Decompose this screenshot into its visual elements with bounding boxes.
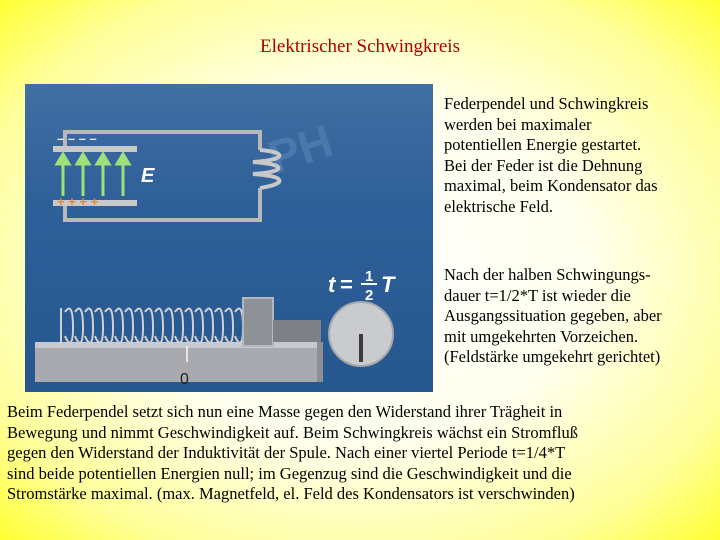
text-line: Ausgangssituation gegeben, aber: [444, 306, 662, 325]
text-line: Stromstärke maximal. (max. Magnetfeld, el. Feld des Kondensators ist verschwinden): [7, 484, 575, 503]
spring-base: [35, 346, 323, 382]
text-line: werden bei maximaler: [444, 114, 592, 134]
text-line: dauer t=1/2*T ist wieder die: [444, 285, 631, 305]
oscillation-illustration: [25, 84, 433, 392]
slide-title: Elektrischer Schwingkreis: [260, 36, 460, 57]
time-label-num: 1: [365, 268, 374, 285]
time-label-den: 2: [365, 287, 374, 304]
zero-label: 0: [180, 371, 189, 388]
paragraph-quarter-period: [7, 402, 713, 505]
text-line: maximal, beim Kondensator das: [444, 176, 658, 195]
text-line: potentiellen Energie gestartet.: [444, 135, 642, 154]
spring: [61, 308, 263, 346]
capacitor-top-plate: [53, 146, 137, 152]
watermark-text: PH: [262, 114, 339, 184]
field-label: E: [141, 165, 155, 187]
text-line: gegen den Widerstand der Induktivität der Spule. Nach einer viertel Periode t=1/4*T: [7, 443, 566, 462]
time-label-T: T: [381, 272, 395, 297]
positive-signs: + + + +: [57, 194, 99, 209]
text-line: (Feldstärke umgekehrt gerichtet): [444, 347, 661, 366]
text-line: Bei der Feder ist die Dehnung: [444, 155, 643, 175]
negative-signs: – – – –: [57, 131, 97, 146]
time-label: [328, 268, 396, 304]
text-line: Federpendel und Schwingkreis: [444, 94, 649, 113]
paragraph-half-period: [444, 265, 714, 368]
text-line: Bewegung und nimmt Geschwindigkeit auf. Beim Schwingkreis wächst ein Stromfluß: [7, 422, 578, 442]
text-line: elektrische Feld.: [444, 196, 554, 216]
time-label-t: t: [328, 272, 336, 297]
time-label-eq: =: [340, 272, 353, 297]
text-line: Beim Federpendel setzt sich nun eine Masse gegen den Widerstand ihrer Trägheit in: [7, 402, 563, 421]
mass-block: [243, 298, 273, 346]
text-line: mit umgekehrten Vorzeichen.: [444, 326, 639, 346]
text-line: Nach der halben Schwingungs-: [444, 265, 651, 284]
field-arrows: [57, 154, 129, 196]
paragraph-start-condition: [444, 94, 714, 217]
illustration-svg: [25, 84, 433, 392]
text-line: sind beide potentiellen Energien null; im Gegenzug sind die Geschwindigkeit und die: [7, 463, 572, 483]
